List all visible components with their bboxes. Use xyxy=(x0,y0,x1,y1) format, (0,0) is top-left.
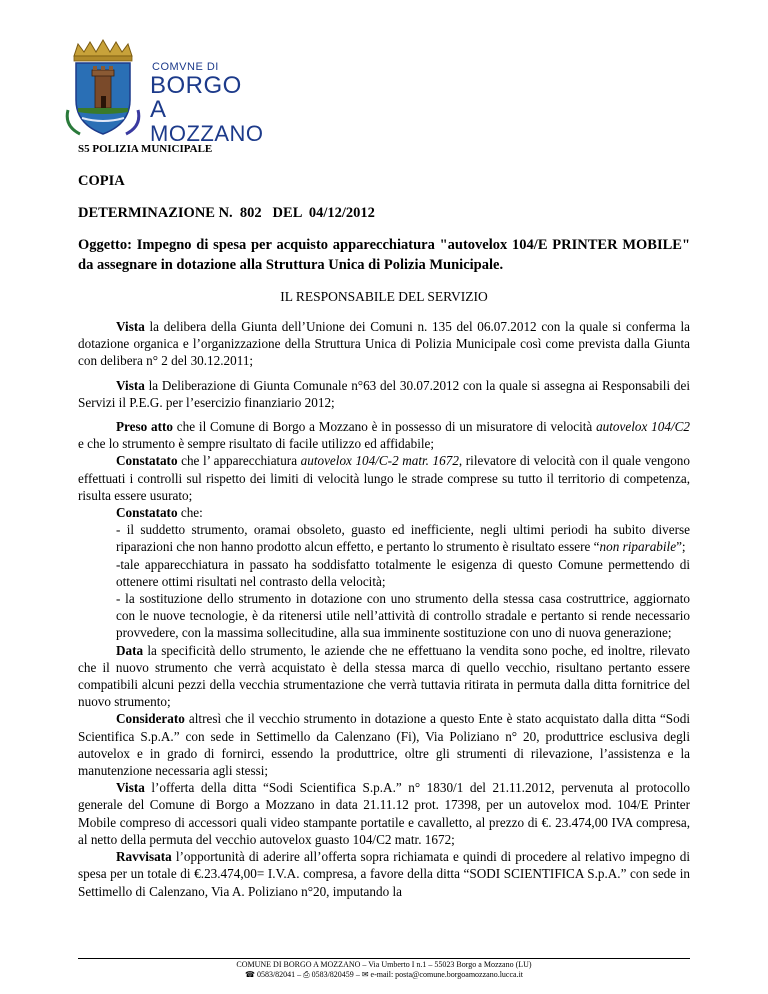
lead-word: Data xyxy=(116,642,144,658)
list-item-2: -tale apparecchiatura in passato ha soddisfatto totalmente le esigenza di questo Comune permettendo di ottenere ottimi risultati nel contrasto della velocità; xyxy=(116,556,690,589)
paragraph-vista-2: Vista la Deliberazione di Giunta Comunale n°63 del 30.07.2012 con la quale si assegna ai Responsabili dei Servizi il P.E.G. per l’esercizio finanziario 2012; xyxy=(78,377,690,410)
subject-paragraph: Oggetto: Impegno di spesa per acquisto apparecchiatura "autovelox 104/E PRINTER MOBILE" da assegnare in dotazione alla Struttura Unica di Polizia Municipale. xyxy=(78,237,690,273)
list-item-1: - il suddetto strumento, oramai obsoleto, guasto ed inefficiente, negli ultimi periodi ha subito diverse riparazioni che non hanno prodotto alcun effetto, e pertanto lo strumento è risultato essere “non riparabile”; xyxy=(116,522,690,555)
footer-phone: 0583/82041 xyxy=(256,970,296,979)
fax-icon: ⎙ xyxy=(303,970,310,979)
paragraph-vista-1: Vista la delibera della Giunta dell’Unione dei Comuni n. 135 del 06.07.2012 con la quale si conferma la dotazione organica e l’organizzazione della Struttura Unica di Polizia Municipale così come prevista dalla Giunta con delibera n° 2 del 30.12.2011; xyxy=(78,319,690,369)
lead-word: Constatato xyxy=(116,505,178,521)
logo-line-3: MOZZANO xyxy=(150,121,264,146)
paragraph-preso-atto: Preso atto che il Comune di Borgo a Mozzano è in possesso di un misuratore di velocità autovelox 104/C2 e che lo strumento è sempre risultato di facile utilizzo ed affidabile; xyxy=(78,419,690,452)
footer-contacts: ☎ 0583/82041 – ⎙ 0583/820459 – ✉ e-mail: posta@comune.borgoamozzano.lucca.it xyxy=(244,970,524,979)
department-label: S5 POLIZIA MUNICIPALE xyxy=(78,143,213,155)
footer-address: COMUNE DI BORGO A MOZZANO – Via Umberto I n.1 – 55023 Borgo a Mozzano (LU) xyxy=(236,960,532,969)
lead-word: Vista xyxy=(116,780,145,796)
lead-word: Considerato xyxy=(116,711,185,727)
municipality-logo xyxy=(60,38,264,146)
footer-email: e-mail: posta@comune.borgoamozzano.lucca.it xyxy=(370,970,524,979)
paragraph-ravvisata: Ravvisata l’opportunità di aderire all’offerta sopra richiamata e quindi di procedere al relativo impegno di spesa per un totale di €.23.474,00= I.V.A. compresa, a favore della ditta “SODI SCIENTIFICA S.p.A.” con sede in Settimello di Calenzano, Via A. Poliziano n°20, imputando la xyxy=(78,849,690,899)
logo-line-2: BORGO A xyxy=(150,72,242,123)
lead-word: Preso atto xyxy=(116,419,174,435)
footer-divider xyxy=(78,958,690,959)
footer-fax: 0583/820459 xyxy=(311,970,354,979)
paragraph-constatato-2: Constatato che: xyxy=(116,505,203,521)
lead-word: Vista xyxy=(116,377,145,393)
coat-of-arms-icon xyxy=(60,38,146,138)
paragraph-constatato-1: Constatato che l’ apparecchiatura autovelox 104/C-2 matr. 1672, rilevatore di velocità con il quale vengono effettuati i controlli sul rispetto dei limiti di velocità lungo le strade comprese su tutto il territorio di competenza, risulta essere usurato; xyxy=(78,453,690,503)
paragraph-data: Data la specificità dello strumento, le aziende che ne effettuano la vendita sono poche, ed inoltre, rilevato che il nuovo strumento che verrà acquistato è della stessa marca di quello vecchio, risultano pertanto essere compatibili alcuni pezzi della vecchia strumentazione che verrà tuttavia ritirata in permuta dalla ditta fornitrice del nuovo strumento; xyxy=(78,642,690,710)
lead-word: Constatato xyxy=(116,453,178,469)
logo-text xyxy=(150,61,264,146)
paragraph-vista-3: Vista l’offerta della ditta “Sodi Scientifica S.p.A.” n° 1830/1 del 21.11.2012, pervenuta al protocollo generale del Comune di Borgo a Mozzano in data 21.11.12 prot. 17398, per un autovelox mod. 104/E Printer Mobile compreso di accessori quali video stampante portatile e cavalletto, al prezzo di €. 23.474,00 IVA compresa, al netto della permuta del vecchio autovelox guasto 104/C2 matr. 1672; xyxy=(78,780,690,847)
phone-icon: ☎ xyxy=(244,970,255,979)
logo-line-1: COMVNE DI xyxy=(152,61,219,73)
section-heading: IL RESPONSABILE DEL SERVIZIO xyxy=(280,289,488,304)
copy-label: COPIA xyxy=(78,173,125,189)
document-body xyxy=(78,318,690,900)
list-item-3: - la sostituzione dello strumento in dotazione con uno strumento della stessa casa costruttrice, aggiornato con le nuove tecnologie, è da ritenersi utile nell’attività di controllo stradale e pertanto si rende necessario provvedere, con la massima sollecitudine, alla sua imminente sostituzione con uno di nuova generazione; xyxy=(116,591,690,641)
paragraph-considerato: Considerato altresì che il vecchio strumento in dotazione a questo Ente è stato acquistato dalla ditta “Sodi Scientifica S.p.A.” con sede in Settimello da Calenzano (Fi), Via Poliziano n° 20, produttrice esclusiva degli autovelox e in grado di fornirci, essendo la produttrice, oltre gli strumenti di rilevazione, l’assistenza e la manutenzione necessaria agli stessi; xyxy=(78,711,690,779)
determination-number: DETERMINAZIONE N. 802 DEL 04/12/2012 xyxy=(78,205,375,221)
mail-icon: ✉ xyxy=(361,970,369,979)
lead-word: Vista xyxy=(116,319,145,334)
lead-word: Ravvisata xyxy=(116,849,172,865)
